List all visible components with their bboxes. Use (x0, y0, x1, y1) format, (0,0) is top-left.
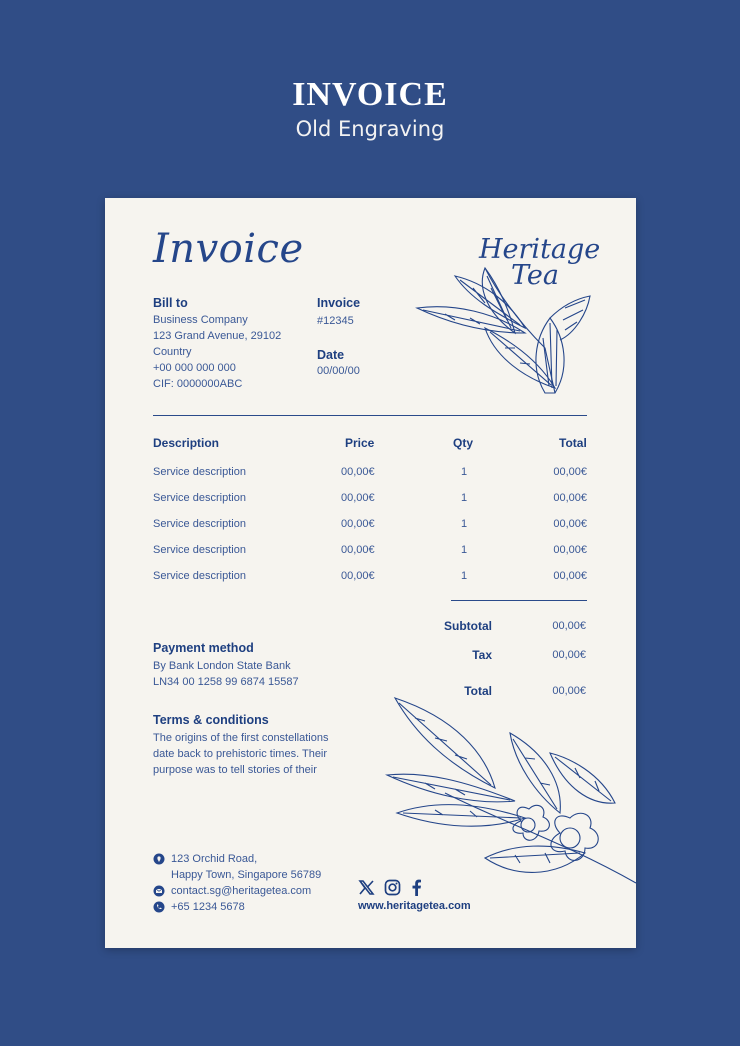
table-row (153, 570, 587, 590)
col-header-total: Total (559, 436, 587, 450)
row-description: Service description (153, 492, 246, 504)
tea-flower-illustration (385, 693, 636, 898)
terms-line: The origins of the first constellations (153, 732, 329, 744)
row-qty: 1 (461, 570, 468, 582)
bill-to-label: Bill to (153, 296, 188, 310)
row-description: Service description (153, 570, 246, 582)
facebook-icon[interactable] (411, 879, 422, 896)
payment-iban: LN34 00 1258 99 6874 15587 (153, 676, 299, 688)
row-total: 00,00€ (553, 466, 587, 478)
terms-line: purpose was to tell stories of their (153, 764, 317, 776)
subtotal-label: Subtotal (444, 619, 492, 633)
brand-name-line2: Tea (511, 260, 559, 291)
row-qty: 1 (461, 544, 468, 556)
row-price: 00,00€ (341, 518, 375, 530)
terms-text (153, 730, 328, 778)
terms-label: Terms & conditions (153, 713, 269, 727)
bill-to-phone: +00 000 000 000 (153, 362, 236, 374)
brand-name-line1: Heritage (479, 234, 601, 265)
row-total: 00,00€ (553, 570, 587, 582)
table-row (153, 466, 587, 486)
invoice-number-value: #12345 (317, 315, 354, 327)
row-total: 00,00€ (553, 518, 587, 530)
terms-line: date back to prehistoric times. Their (153, 748, 328, 760)
tea-branch-illustration (415, 258, 595, 403)
bill-to-country: Country (153, 346, 192, 358)
invoice-number-label: Invoice (317, 296, 361, 310)
invoice-title: Invoice (153, 226, 304, 272)
total-value: 00,00€ (552, 685, 586, 697)
row-total: 00,00€ (553, 544, 587, 556)
col-header-description: Description (153, 436, 220, 450)
bill-to-details (153, 312, 281, 392)
row-description: Service description (153, 466, 246, 478)
row-qty: 1 (461, 466, 468, 478)
invoice-sheet (105, 198, 636, 948)
row-price: 00,00€ (341, 492, 375, 504)
page-header-title: INVOICE (292, 76, 448, 113)
location-pin-icon (153, 853, 165, 865)
table-row (153, 544, 587, 564)
contact-email[interactable]: contact.sg@heritagetea.com (171, 885, 312, 897)
bill-to-cif: CIF: 0000000ABC (153, 378, 243, 390)
bill-to-company: Business Company (153, 314, 248, 326)
payment-method-label: Payment method (153, 641, 254, 655)
total-label: Total (464, 684, 492, 698)
bill-to-address: 123 Grand Avenue, 29102 (153, 330, 282, 342)
row-qty: 1 (461, 492, 468, 504)
date-value: 00/00/00 (317, 365, 360, 377)
header-divider (153, 415, 587, 416)
address-line-1: 123 Orchid Road, (171, 853, 258, 865)
table-row (153, 492, 587, 512)
x-logo-icon[interactable] (358, 879, 375, 896)
date-label: Date (317, 348, 345, 362)
website-link[interactable]: www.heritagetea.com (358, 900, 471, 912)
payment-bank: By Bank London State Bank (153, 660, 291, 672)
contact-phone[interactable]: +65 1234 5678 (171, 901, 245, 913)
col-header-qty: Qty (453, 436, 474, 450)
page-header-subtitle: Old Engraving (295, 117, 445, 141)
instagram-icon[interactable] (384, 879, 401, 896)
phone-icon (153, 901, 165, 913)
tax-label: Tax (472, 648, 492, 662)
summary-divider (451, 600, 587, 601)
row-price: 00,00€ (341, 544, 375, 556)
address-line-2: Happy Town, Singapore 56789 (171, 869, 322, 881)
row-description: Service description (153, 518, 246, 530)
tax-value: 00,00€ (552, 649, 586, 661)
row-price: 00,00€ (341, 570, 375, 582)
row-qty: 1 (461, 518, 468, 530)
row-price: 00,00€ (341, 466, 375, 478)
payment-details (153, 658, 299, 690)
row-total: 00,00€ (553, 492, 587, 504)
subtotal-value: 00,00€ (552, 620, 586, 632)
mail-icon (153, 885, 165, 897)
row-description: Service description (153, 544, 246, 556)
contact-address (171, 851, 321, 883)
col-header-price: Price (345, 436, 375, 450)
table-row (153, 518, 587, 538)
